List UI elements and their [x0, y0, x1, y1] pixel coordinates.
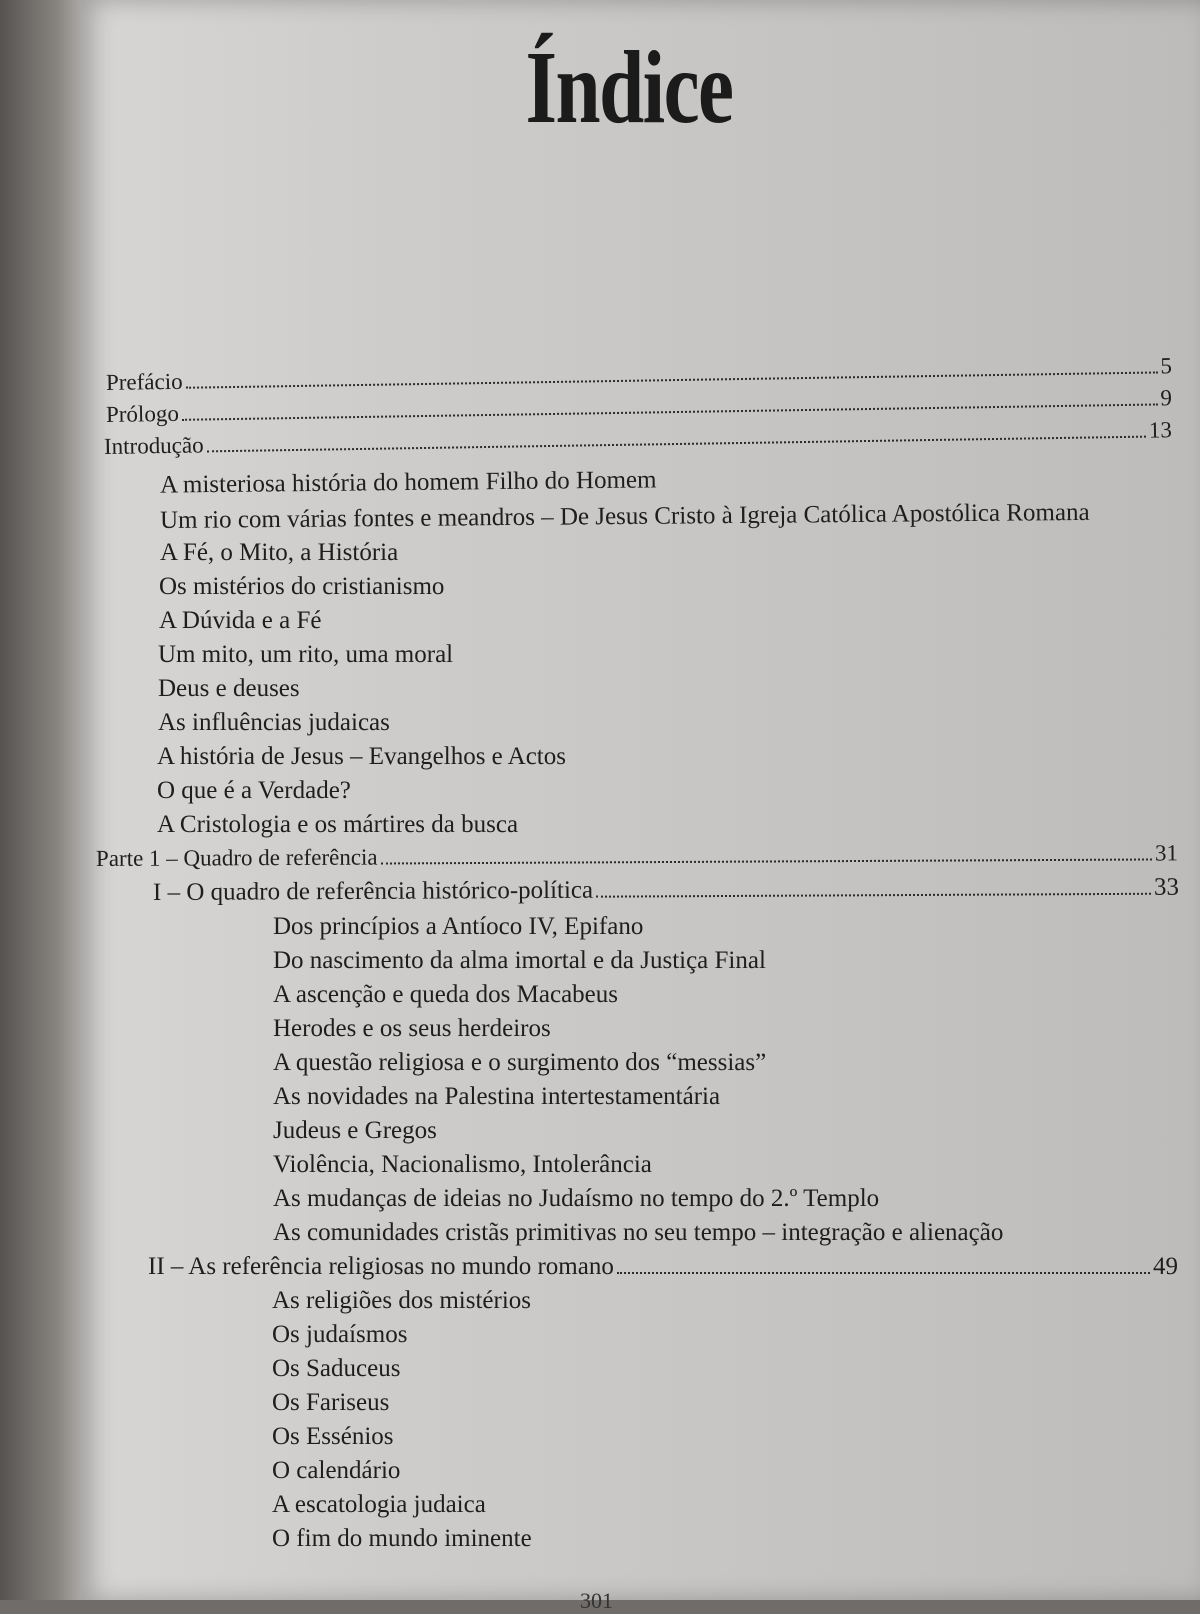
toc-entry-page: 9 — [1160, 385, 1173, 411]
toc-subentry: Os Essénios — [272, 1423, 394, 1450]
toc-subentry: Um mito, um rito, uma moral — [158, 641, 454, 668]
toc-subentry: A questão religiosa e o surgimento dos “messias” — [273, 1049, 767, 1076]
toc-subentry: Os Saduceus — [272, 1355, 401, 1382]
toc-entry-page: 33 — [1153, 873, 1180, 901]
table-of-contents — [80, 0, 1200, 1600]
toc-entry-page: 49 — [1153, 1253, 1178, 1280]
page-title: Índice — [525, 30, 733, 145]
toc-subentry: O que é a Verdade? — [157, 777, 351, 804]
toc-subentry: Do nascimento da alma imortal e da Justiça Final — [273, 947, 766, 974]
toc-subentry: As influências judaicas — [158, 709, 390, 736]
toc-entry-label: Prefácio — [105, 368, 183, 395]
toc-entry-label: II – As referência religiosas no mundo romano — [148, 1253, 614, 1280]
dot-leader — [596, 893, 1151, 898]
dot-leader — [381, 858, 1152, 864]
toc-subentry: A escatologia judaica — [272, 1491, 486, 1518]
toc-subentry: As mudanças de ideias no Judaísmo no tempo do 2.º Templo — [273, 1185, 880, 1212]
toc-entry-capitulo-i — [153, 873, 1179, 908]
toc-entry-label: Introdução — [103, 432, 204, 459]
toc-entry-capitulo-ii — [148, 1252, 1178, 1282]
toc-entry-parte-1 — [96, 838, 1178, 874]
toc-subentry: Deus e deuses — [158, 675, 300, 702]
dot-leader — [207, 436, 1146, 453]
toc-subentry: Os Fariseus — [272, 1389, 390, 1416]
toc-subentry: A misteriosa história do homem Filho do Homem — [159, 466, 657, 499]
book-page — [80, 0, 1200, 1613]
toc-subentry: A Dúvida e a Fé — [159, 607, 322, 634]
toc-subentry: Os judaísmos — [272, 1321, 408, 1348]
toc-subentry: A Fé, o Mito, a História — [160, 539, 399, 566]
book-spine-shadow — [0, 0, 80, 1600]
dot-leader — [617, 1272, 1150, 1274]
toc-subentry: Dos princípios a Antíoco IV, Epifano — [273, 913, 644, 940]
toc-subentry: O calendário — [272, 1457, 401, 1484]
page-number: 301 — [580, 1588, 613, 1613]
toc-entry-label: I – O quadro de referência histórico-política — [152, 876, 594, 906]
toc-subentry: As religiões dos mistérios — [272, 1287, 532, 1314]
toc-entry-label: Parte 1 – Quadro de referência — [95, 844, 378, 871]
toc-subentry: A ascenção e queda dos Macabeus — [273, 981, 618, 1008]
toc-subentry: O fim do mundo iminente — [272, 1525, 532, 1552]
toc-subentry: As comunidades cristãs primitivas no seu tempo – integração e alienação — [273, 1219, 1004, 1246]
toc-entry-page: 31 — [1154, 840, 1179, 866]
toc-subentry: A Cristologia e os mártires da busca — [157, 811, 519, 838]
toc-subentry: As novidades na Palestina intertestamentária — [273, 1083, 721, 1110]
toc-subentry: Violência, Nacionalismo, Intolerância — [273, 1151, 652, 1178]
toc-subentry: Herodes e os seus herdeiros — [273, 1015, 551, 1042]
toc-entry-page: 5 — [1160, 353, 1173, 379]
toc-subentry: Judeus e Gregos — [273, 1117, 437, 1144]
toc-subentry: A história de Jesus – Evangelhos e Actos — [157, 743, 566, 770]
toc-entry-label: Prólogo — [105, 400, 180, 427]
toc-entry-page: 13 — [1148, 417, 1173, 443]
toc-subentry: Um rio com várias fontes e meandros – De Jesus Cristo à Igreja Católica Apostólica Romana — [159, 498, 1090, 535]
toc-subentry: Os mistérios do cristianismo — [159, 573, 445, 600]
